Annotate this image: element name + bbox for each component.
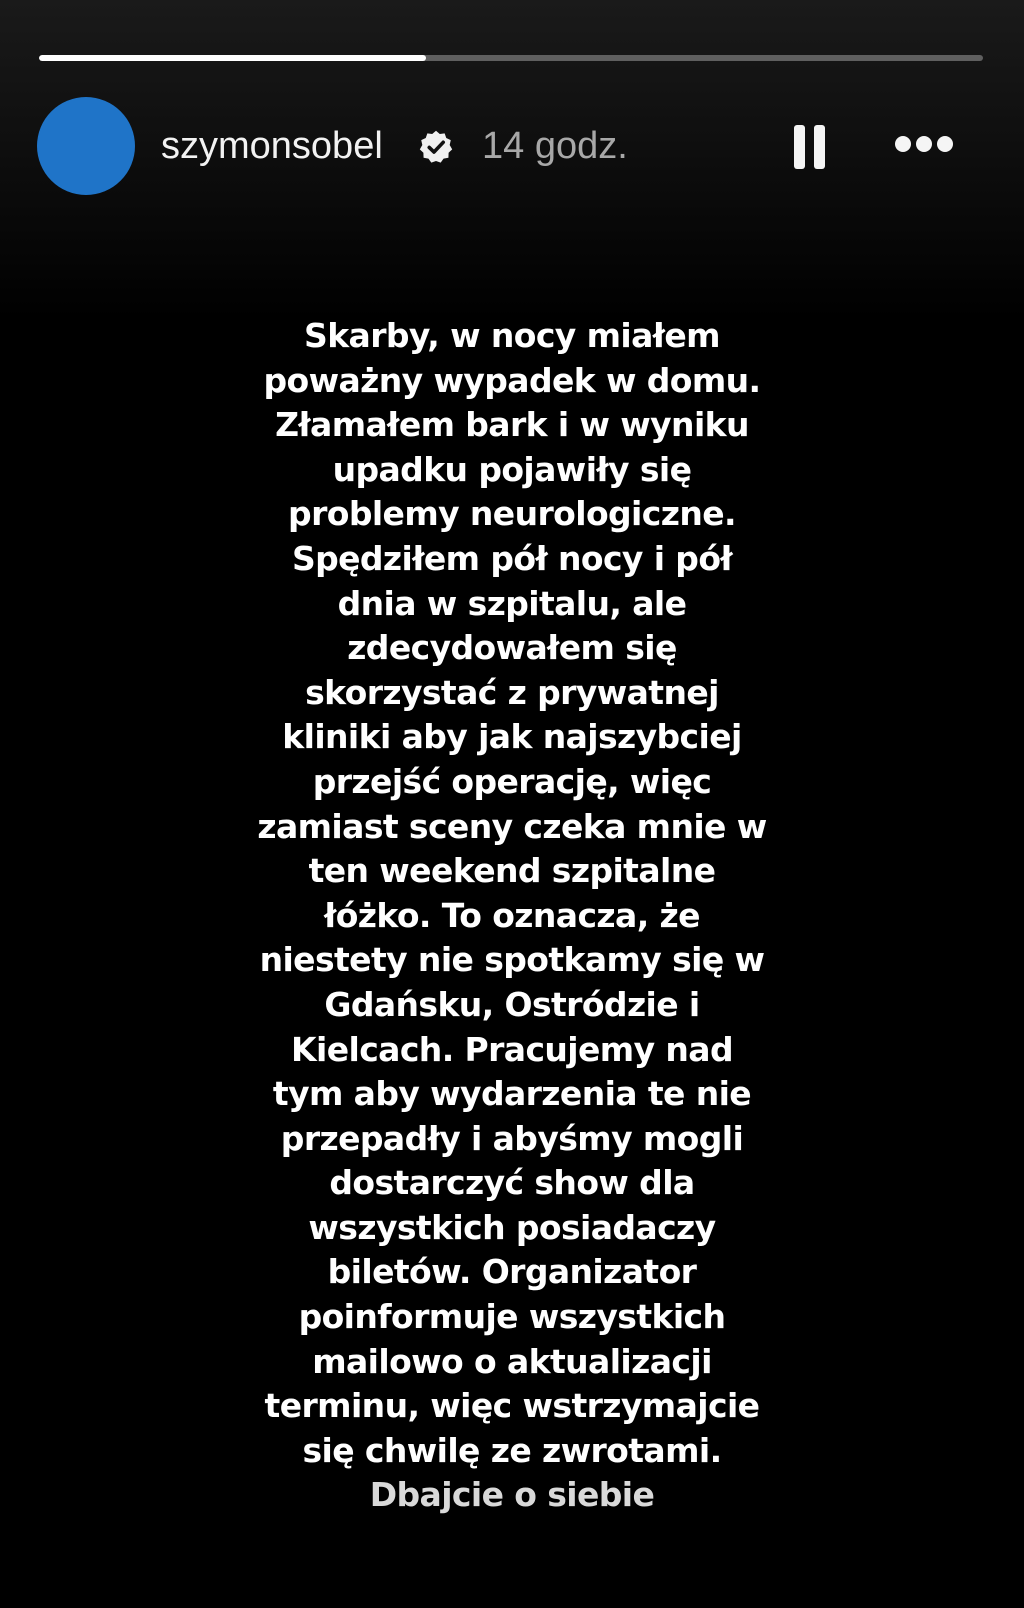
story-text-line: skorzystać z prywatnej (305, 672, 719, 712)
username[interactable]: szymonsobel (161, 125, 383, 167)
story-text-line: łóżko. To oznacza, że (324, 895, 700, 935)
story-text-line: przejść operację, więc (312, 761, 712, 801)
story-text-line: problemy neurologiczne. (288, 494, 736, 534)
story-text (212, 314, 812, 1518)
story-header (37, 97, 987, 195)
more-options-icon (895, 136, 911, 152)
story-text-line: wszystkich posiadaczy (308, 1207, 716, 1247)
story-text-line: Gdańsku, Ostródzie i (324, 984, 700, 1024)
story-text-line: dostarczyć show dla (329, 1163, 695, 1203)
pause-icon (814, 125, 825, 169)
pause-icon (794, 125, 805, 169)
story-text-line: upadku pojawiły się (332, 449, 692, 489)
more-options-icon (937, 136, 953, 152)
story-text-line: się chwilę ze zwrotami. (302, 1430, 722, 1470)
story-text-line: dnia w szpitalu, ale (337, 583, 687, 623)
story-text-line: zdecydowałem się (347, 628, 677, 668)
story-text-line: biletów. Organizator (327, 1252, 697, 1292)
pause-button[interactable] (790, 125, 830, 169)
avatar[interactable] (37, 97, 135, 195)
verified-badge-icon (418, 129, 454, 165)
more-options-icon (916, 136, 932, 152)
story-text-line: poważny wypadek w domu. (263, 360, 761, 400)
story-text-line: terminu, więc wstrzymajcie (264, 1386, 760, 1426)
story-text-line: niestety nie spotkamy się w (259, 940, 765, 980)
story-text-line: poinformuje wszystkich (298, 1297, 726, 1337)
story-text-line: przepadły i abyśmy mogli (280, 1118, 744, 1158)
story-progress-bar (39, 55, 983, 61)
story-text-line: Dbajcie o siebie (369, 1475, 655, 1515)
story-text-line: Spędziłem pół nocy i pół (291, 538, 733, 578)
more-options-button[interactable] (889, 131, 959, 159)
story-text-line: mailowo o aktualizacji (312, 1341, 712, 1381)
story-text-line: ten weekend szpitalne (308, 851, 716, 891)
story-text-line: Skarby, w nocy miałem (304, 316, 720, 355)
story-text-line: zamiast sceny czeka mnie w (257, 806, 767, 846)
story-progress-fill (39, 55, 426, 61)
story-text-line: tym aby wydarzenia te nie (272, 1074, 752, 1114)
story-text-line: kliniki aby jak najszybciej (282, 717, 742, 757)
story-text-line: Kielcach. Pracujemy nad (291, 1029, 733, 1069)
post-time: 14 godz. (482, 125, 628, 167)
story-text-line: Złamałem bark i w wyniku (275, 405, 749, 445)
